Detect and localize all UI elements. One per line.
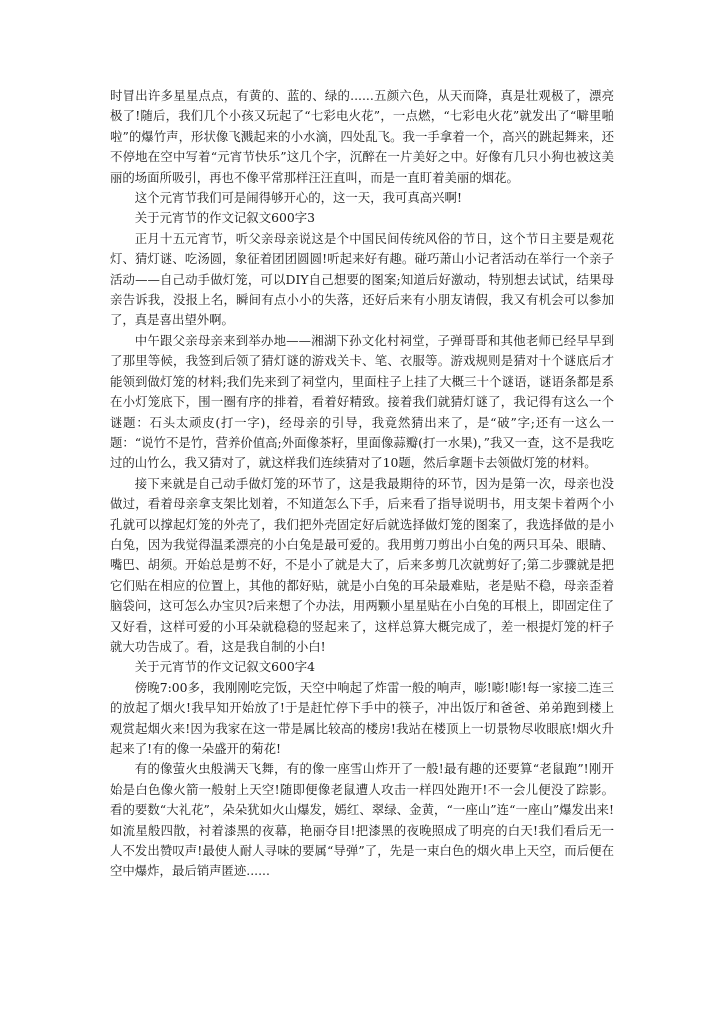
section-heading-essay-4: 关于元宵节的作文记叙文600字4 [134, 659, 316, 675]
section-heading-essay-3: 关于元宵节的作文记叙文600字3 [134, 210, 316, 226]
paragraph-essay-3-intro: 正月十五元宵节，听父亲母亲说这是个中国民间传统风俗的节日，这个节日主要是观花灯、猜灯谜、吃汤圆，象征着团团圆圆!听起来好有趣。碰巧萧山小记者活动在举行一个亲子活动——自己动手做灯笼，可以DIY自己想要的图案;知道后好激动，特别想去试试，结果母亲告诉我，没报上名，瞬间有点小小的失落，还好后来有小朋友请假，我又有机会可以参加了，真是喜出望外啊。 [110, 230, 614, 328]
paragraph-firework-types: 有的像萤火虫般满天飞舞，有的像一座雪山炸开了一般!最有趣的还要算“老鼠跑”!刚开始是白色像火箭一般射上天空!随即便像老鼠遭人攻击一样四处跑开!不一会儿便没了踪影。看的要数“大礼花”，朵朵犹如火山爆发，嫣红、翠绿、金黄，“一座山”连“一座山”爆发出来!如流星般四散，衬着漆黑的夜幕，艳丽夺目!把漆黑的夜晚照成了明亮的白天!我们看后无一人不发出赞叹声!最使人耐人寻味的要属“导弹”了，先是一束白色的烟火串上天空，而后便在空中爆炸，最后销声匿迹...... [110, 761, 614, 879]
paragraph-happy-lantern-festival: 这个元宵节我们可是闹得够开心的，这一天，我可真高兴啊! [134, 190, 462, 206]
paragraph-lantern-riddles: 中午跟父亲母亲来到举办地——湘湖下孙文化村祠堂，子弹哥哥和其他老师已经早早到了那里等候，我签到后领了猜灯谜的游戏关卡、笔、衣服等。游戏规则是猜对十个谜底后才能领到做灯笼的材料;我们先来到了祠堂内，里面柱子上挂了大概三十个谜语，谜语条都是系在小灯笼底下，围一圈有序的排着，看着好精致。接着我们就猜灯谜了，我记得有这么一个谜题：石头太顽皮(打一字)，经母亲的引导，我竟然猜出来了，是“破”字;还有一这么一题：“说竹不是竹，营养价值高;外面像茶籽，里面像蒜瓣(打一水果)，”我又一查，这不是我吃过的山竹么，我又猜对了，就这样我们连续猜对了10题，然后拿题卡去领做灯笼的材料。 [110, 332, 614, 471]
document-page [110, 86, 614, 882]
paragraph-fireworks-continued: 时冒出许多星星点点，有黄的、蓝的、绿的......五颜六色，从天而降，真是壮观极了，漂亮极了!随后，我们几个小孩又玩起了“七彩电火花”，一点燃，“七彩电火花”就发出了“噼里啪啦”的爆竹声，形状像飞溅起来的小水滴，四处乱飞。我一手拿着一个，高兴的跳起舞来，还不停地在空中写着“元宵节快乐”这几个字，沉醉在一片美好之中。好像有几只小狗也被这美丽的场面所吸引，再也不像平常那样汪汪直叫，而是一直盯着美丽的烟花。 [110, 88, 614, 185]
paragraph-making-lantern: 接下来就是自己动手做灯笼的环节了，这是我最期待的环节，因为是第一次，母亲也没做过，看着母亲拿支架比划着，不知道怎么下手，后来看了指导说明书，用支架卡着两个小孔就可以撑起灯笼的外壳了，我们把外壳固定好后就选择做灯笼的图案了，我选择做的是小白兔，因为我觉得温柔漂亮的小白兔是最可爱的。我用剪刀剪出小白兔的两只耳朵、眼睛、嘴巴、胡须。开始总是剪不好，不是小了就是大了，后来多剪几次就剪好了;第二步骤就是把它们贴在相应的位置上，其他的都好贴，就是小白兔的耳朵最难贴，老是贴不稳，母亲歪着脑袋问，这可怎么办宝贝?后来想了个办法，用两颗小星星贴在小白兔的耳根上，即固定住了又好看，这样可爱的小耳朵就稳稳的竖起来了，这样总算大概完成了，差一根提灯笼的杆子就大功告成了。看，这是我自制的小白! [110, 475, 614, 654]
paragraph-evening-fireworks: 傍晚7:00多，我刚刚吃完饭，天空中响起了炸雷一般的响声，嘭!嘭!嘭!每一家接二连三的放起了烟火!我早知开始放了!于是赶忙停下手中的筷子，冲出饭厅和爸爸、弟弟跑到楼上观赏起烟火来!因为我家在这一带是属比较高的楼房!我站在楼顶上一切景物尽收眼底!烟火升起来了!有的像一朵盛开的菊花! [110, 679, 614, 756]
